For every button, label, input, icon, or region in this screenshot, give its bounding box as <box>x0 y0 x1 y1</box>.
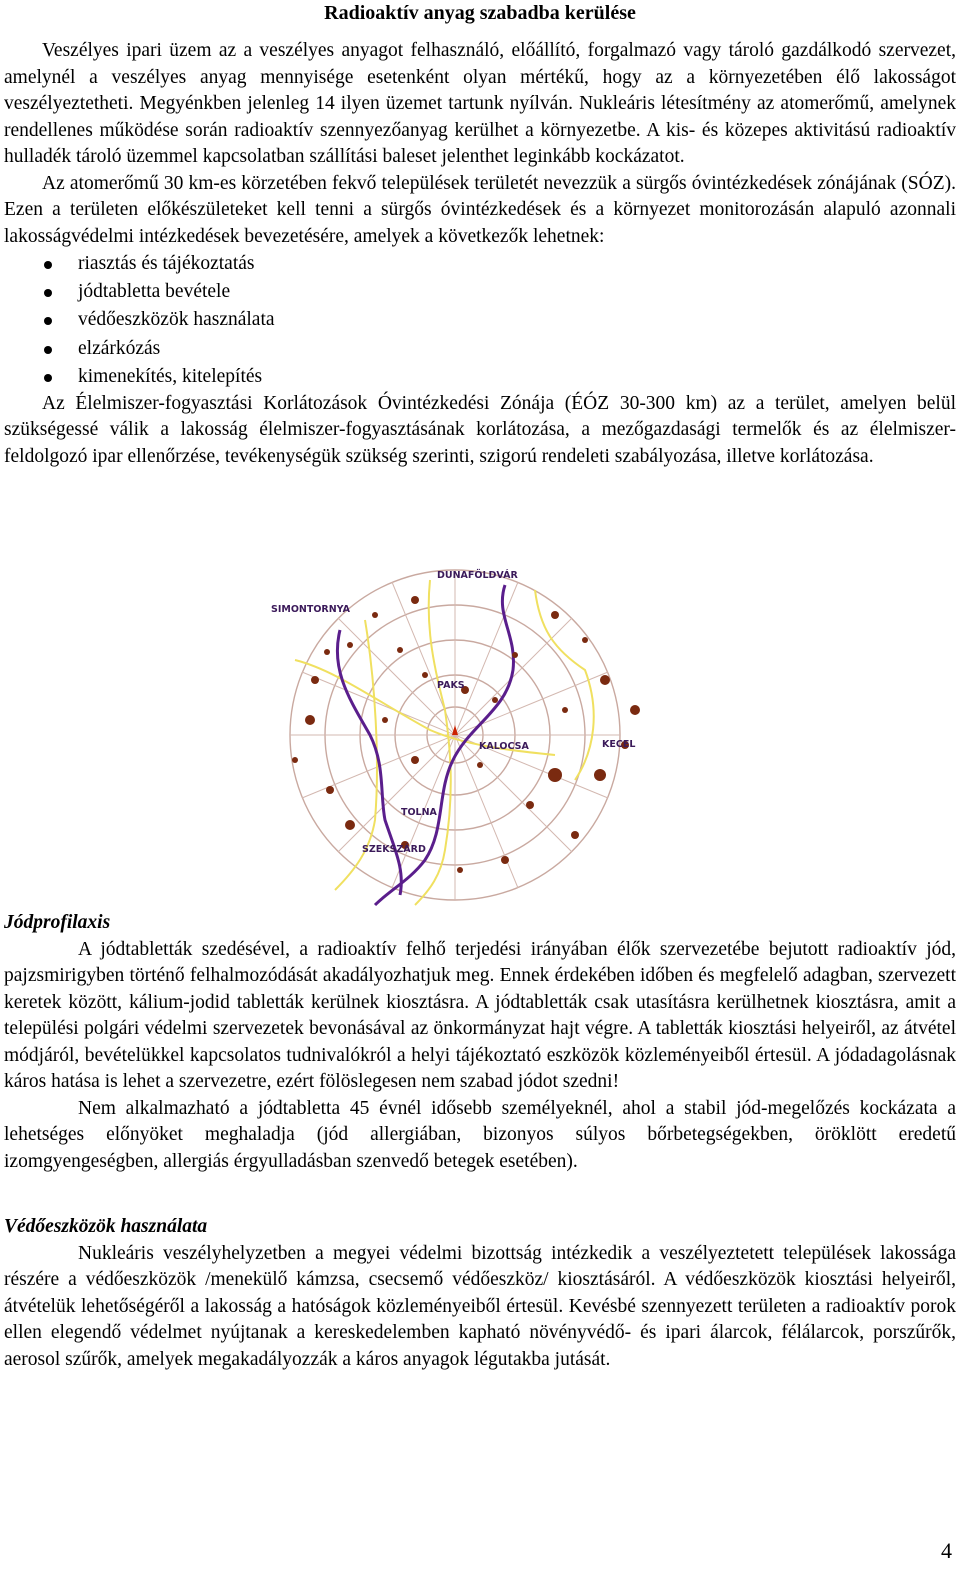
map-label-szekszard: SZEKSZÁRD <box>362 844 426 855</box>
page-number: 4 <box>941 1538 952 1563</box>
intro-section <box>4 38 956 470</box>
intro-paragraph-2: Az atomerőmű 30 km-es körzetében fekvő települések területét nevezzük a sürgős óvintézkedések zónájának (SÓZ). Ezen a területen előkészületeket kell tenni a sürgős óvintézkedések és a környezet monitorozásán alapuló azonnali lakosságvédelmi intézkedések bevezetésére, amelyek a következők lehetnek: <box>4 172 956 247</box>
vedoeszkozok-section <box>4 1214 956 1373</box>
bullet-icon <box>44 346 52 354</box>
section-paragraph: Nukleáris veszélyhelyzetben a megyei védelmi bizottság intézkedik a veszélyeztetett települések lakossága részére a védőeszközök /menekülő kámzsa, csecsemő védőeszköz/ kiosztásáról. A védőeszközök kiosztási helyeiről, átvételük lehetőségéről a lakosság a hatóságok közleményeiből értesül. Kevésbé szennyezett területen a radioaktív porok ellen elegendő védelmet nyújtanak a kereskedelemben kapható növényvédő- és ipari álarcok, félálarcok, porszűrők, aerosol szűrők, amelyek megakadályozzák a káros anyagok légutakba jutását. <box>4 1242 956 1370</box>
list-item: jódtabletta bevétele <box>4 278 956 306</box>
bullet-icon <box>44 317 52 325</box>
list-item: kimenekítés, kitelepítés <box>4 363 956 391</box>
map-label-kalocsa: KALOCSA <box>479 741 529 752</box>
section-heading: Védőeszközök használata <box>4 1216 208 1237</box>
map-label-simontornya: SIMONTORNYA <box>271 604 351 615</box>
section-paragraph: A jódtabletták szedésével, a radioaktív felhő terjedési irányában élők szervezetébe bejutott radioaktív jód, pajzsmirigyben történő felhalmozódását akadályozhatjuk meg. Ennek érdekében időben és megfelelő adagban, szervezett keretek között, kálium-jodid tabletták kerülnek kiosztásra. A jódtabletták csak utasításra kerülhetnek kiosztásra, amit a települési polgári védelmi szervezetek bevonásával az önkormányzat hajt végre. A tabletták kiosztási helyeiről, az átvétel módjáról, bevételükkel kapcsolatos tudnivalókról a helyi tájékoztató eszközök közleményeiből értesül. A jódadagolásnak káros hatása is lehet a szervezetre, ezért fölöslegesen nem szabad jódot szedni! <box>4 938 956 1092</box>
list-item: elzárkózás <box>4 335 956 363</box>
bullet-icon <box>44 289 52 297</box>
eoz-paragraph: Az Élelmiszer-fogyasztási Korlátozások Óvintézkedési Zónája (ÉÓZ 30-300 km) az a terület, amelyen belül szükségessé válik a lakosság élelmiszer-fogyasztásának korlátozása, a mezőgazdasági termelők és az élelmiszer-feldolgozó ipar ellenőrzése, tevékenységük szükség szerinti, szigorú rendeleti szabályozása, illetve korlátozása. <box>4 392 956 467</box>
section-paragraph: Nem alkalmazható a jódtabletta 45 évnél idősebb személyeknél, ahol a stabil jód-megelőzés kockázata a lehetséges előnyöket meghaladja (jód allergiában, bizonyos súlyos bőrbetegségekben, öröklött eredetű izomgyengeségben, allergiás érgyulladásban szenvedő betegek esetében). <box>4 1097 956 1172</box>
list-item: riasztás és tájékoztatás <box>4 250 956 278</box>
bullet-icon <box>44 374 52 382</box>
map-label-dunafoldvar: DUNAFÖLDVÁR <box>437 570 518 581</box>
map-label-paks: PAKS <box>437 680 465 691</box>
map-label-tolna: TOLNA <box>401 807 437 818</box>
list-item: védőeszközök használata <box>4 306 956 334</box>
intro-paragraph-1: Veszélyes ipari üzem az a veszélyes anyagot felhasználó, előállító, forgalmazó vagy tároló gazdálkodó szervezet, amelynél a veszélyes anyag mennyisége esetenként olyan mértékű, hogy az a környezetében élő lakosságot veszélyeztetheti. Megyénkben jelenleg 14 ilyen üzemet tartunk nyílván. Nukleáris létesítmény az atomerőmű, amelynek rendellenes működése során radioaktív szennyezőanyag kerülhet a környezetbe. A kis- és közepes aktivitású radioaktív hulladék tároló üzemmel kapcsolatban szállítási baleset jelenthet leginkább kockázatot. <box>4 40 956 167</box>
jodprofilaxis-section <box>4 910 956 1175</box>
measures-list <box>4 250 956 391</box>
page-title: Radioaktív anyag szabadba kerülése <box>324 2 636 24</box>
map-label-kecel: KECEL <box>602 739 636 750</box>
zone-map <box>255 560 655 910</box>
section-heading: Jódprofilaxis <box>4 912 111 933</box>
bullet-icon <box>44 261 52 269</box>
